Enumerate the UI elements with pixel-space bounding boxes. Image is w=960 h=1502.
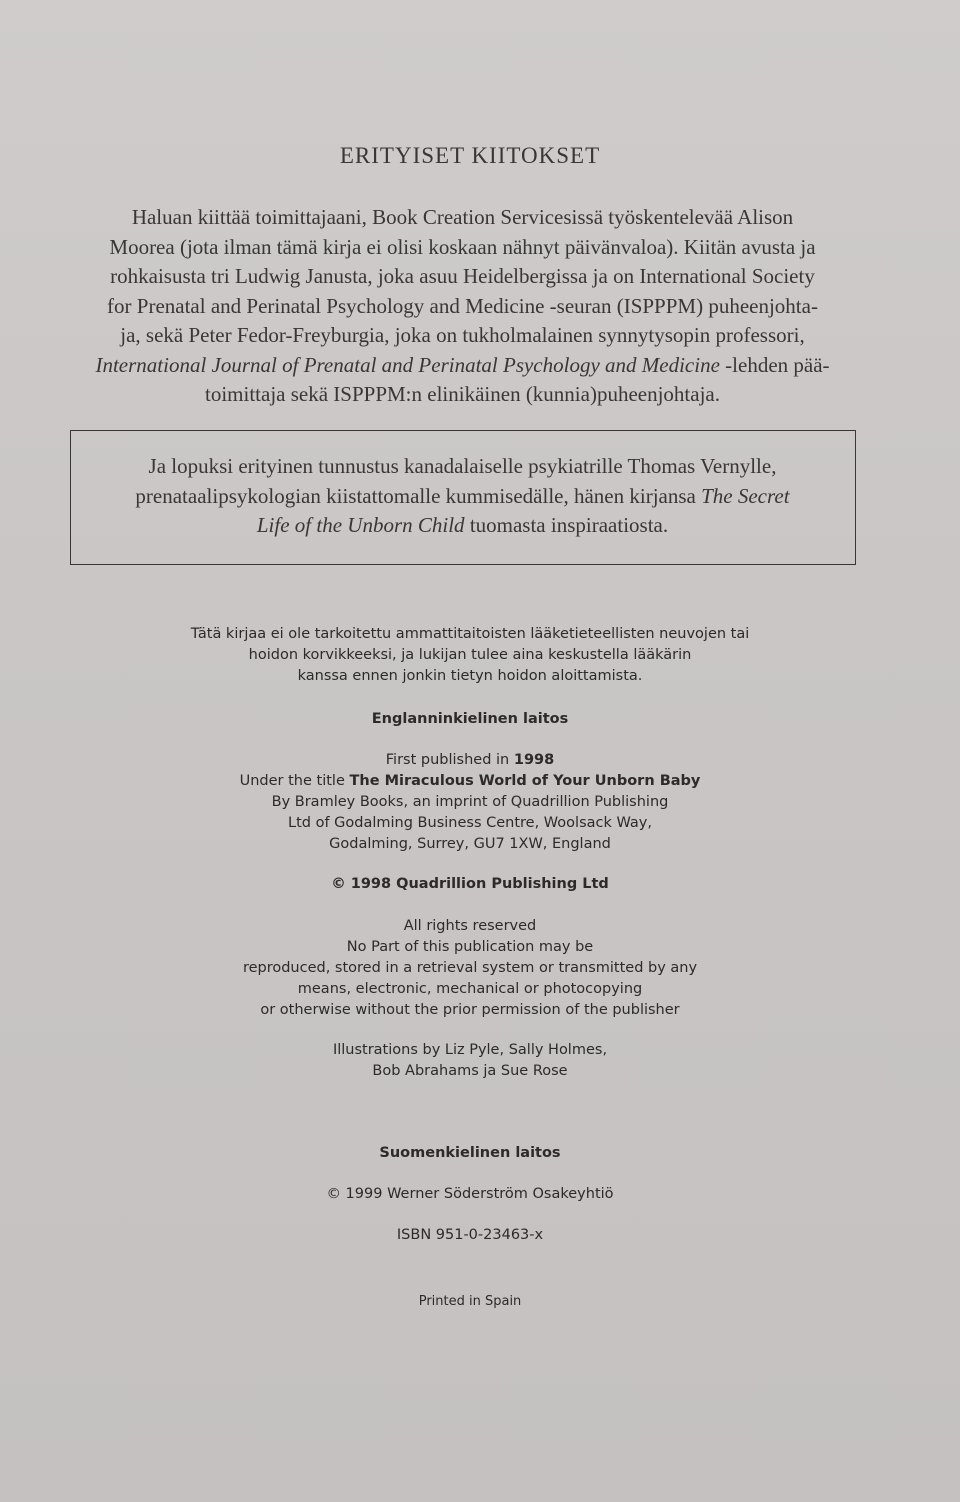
text-line: By Bramley Books, an imprint of Quadrillion Publishing xyxy=(271,794,669,810)
text-line: means, electronic, mechanical or photocopying xyxy=(297,981,643,997)
first-published-year: 1998 xyxy=(513,752,555,768)
english-edition-heading: Englanninkielinen laitos xyxy=(371,711,569,727)
finnish-copyright: © 1999 Werner Söderström Osakeyhtiö xyxy=(326,1186,614,1202)
text-line: rohkaisusta tri Ludwig Janusta, joka asuu Heidelbergissa ja on International Society xyxy=(110,264,815,288)
rights-notice xyxy=(0,916,940,1021)
book-title-part1: The Secret xyxy=(701,483,790,508)
text-line: Godalming, Surrey, GU7 1XW, England xyxy=(329,836,611,852)
text-line: Illustrations by Liz Pyle, Sally Holmes, xyxy=(332,1042,608,1058)
journal-suffix: -lehden pää- xyxy=(719,352,830,377)
title-label: Under the title xyxy=(239,773,350,789)
text-line: hoidon korvikkeeksi, ja lukijan tulee aina keskustella lääkärin xyxy=(248,647,692,663)
text-line: All rights reserved xyxy=(403,918,537,934)
text-line xyxy=(80,482,845,512)
text-line: No Part of this publication may be xyxy=(346,939,594,955)
line-prefix: prenataalipsykologian kiistattomalle kummisedälle, hänen kirjansa xyxy=(135,483,702,508)
text-line xyxy=(0,771,940,792)
dedication-text xyxy=(80,452,845,541)
disclaimer xyxy=(0,624,940,687)
first-published-label: First published in xyxy=(385,752,514,768)
illustrations-credit xyxy=(0,1040,940,1082)
line-suffix: tuomasta inspiraatiosta. xyxy=(464,513,669,537)
isbn: ISBN 951-0-23463-x xyxy=(396,1227,544,1243)
book-title-part2: Life of the Unborn Child xyxy=(256,513,465,537)
english-copyright: © 1998 Quadrillion Publishing Ltd xyxy=(331,876,609,892)
original-title: The Miraculous World of Your Unborn Baby xyxy=(349,773,701,789)
page-title: ERITYISET KIITOKSET xyxy=(339,143,601,168)
text-line: ja, sekä Peter Fedor-Freyburgia, joka on tukholmalainen synnytysopin professori, xyxy=(120,323,805,347)
finnish-edition-heading: Suomenkielinen laitos xyxy=(379,1145,561,1161)
acknowledgements-paragraph xyxy=(70,203,855,410)
text-line xyxy=(70,351,855,381)
printed-in: Printed in Spain xyxy=(418,1294,522,1309)
journal-title: International Journal of Prenatal and Perinatal Psychology and Medicine xyxy=(95,352,720,377)
text-line xyxy=(80,511,845,541)
text-line: or otherwise without the prior permission of the publisher xyxy=(260,1002,680,1018)
text-line: toimittaja sekä ISPPPM:n elinikäinen (kunnia)puheenjohtaja. xyxy=(205,382,720,406)
text-line: reproduced, stored in a retrieval system or transmitted by any xyxy=(242,960,698,976)
publication-info xyxy=(0,750,940,855)
text-line: for Prenatal and Perinatal Psychology and Medicine -seuran (ISPPPM) puheenjohta- xyxy=(107,293,818,318)
text-line xyxy=(0,750,940,771)
text-line: Ja lopuksi erityinen tunnustus kanadalaiselle psykiatrille Thomas Vernylle, xyxy=(148,454,777,478)
text-line: kanssa ennen jonkin tietyn hoidon aloittamista. xyxy=(297,668,643,684)
text-line: Haluan kiittää toimittajaani, Book Creation Servicesissä työskentelevää Alison xyxy=(131,205,794,229)
text-line: Ltd of Godalming Business Centre, Woolsack Way, xyxy=(288,815,652,831)
text-line: Tätä kirjaa ei ole tarkoitettu ammattitaitoisten lääketieteellisten neuvojen tai xyxy=(190,626,750,642)
text-line: Bob Abrahams ja Sue Rose xyxy=(372,1063,568,1079)
text-line: Moorea (jota ilman tämä kirja ei olisi koskaan nähnyt päivänvaloa). Kiitän avusta ja xyxy=(109,234,816,259)
